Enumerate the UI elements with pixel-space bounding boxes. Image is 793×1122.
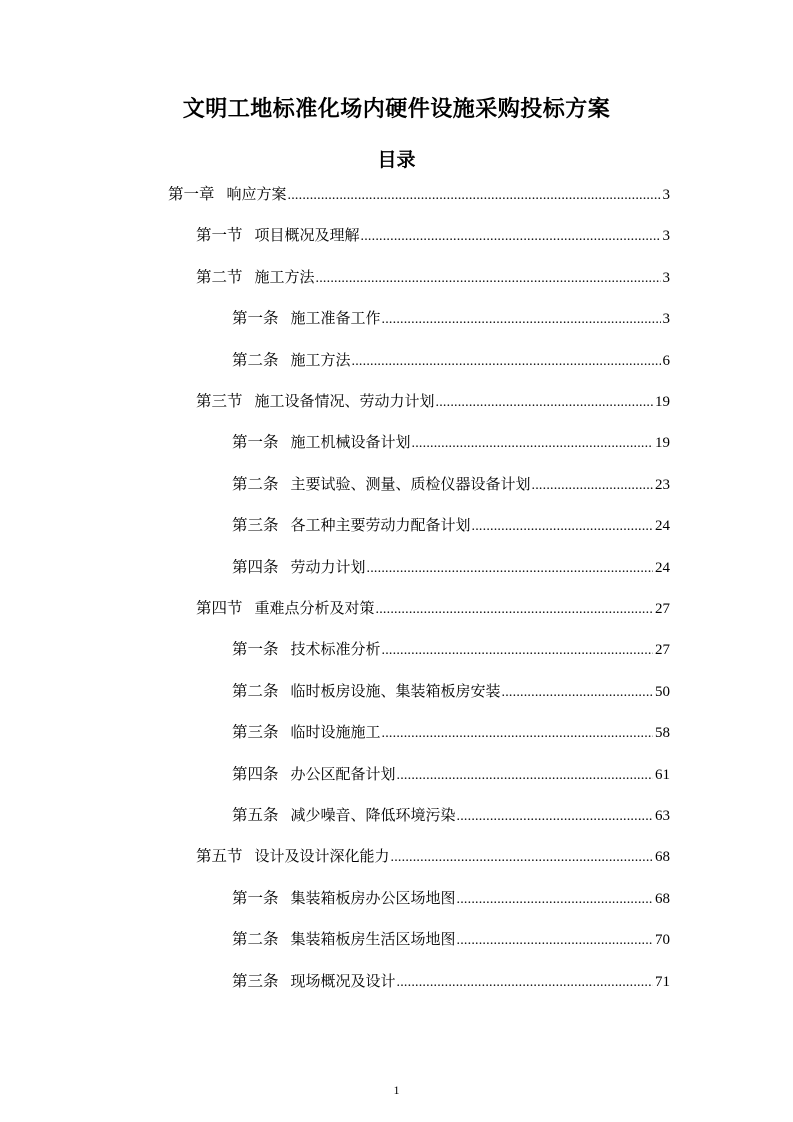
toc-leader-dots: [412, 436, 653, 452]
toc-entry-page: 70: [655, 932, 670, 949]
toc-entry-label: 各工种主要劳动力配备计划: [290, 516, 471, 535]
toc-entry-label: 技术标准分析: [290, 640, 381, 659]
toc-entry-number: 第二条: [232, 350, 279, 369]
document-title: 文明工地标准化场内硬件设施采购投标方案: [182, 97, 611, 122]
toc-entry-number: 第五节: [196, 847, 243, 866]
toc-leader-dots: [288, 188, 661, 204]
toc-entry-page: 23: [655, 476, 670, 493]
toc-entry[interactable]: [232, 969, 670, 993]
toc-leader-dots: [472, 519, 653, 535]
toc-entry-number: 第三节: [196, 392, 243, 410]
toc-entry-number: 第四条: [232, 764, 279, 783]
toc-entry-number: 第一条: [232, 640, 279, 659]
toc-leader-dots: [391, 850, 653, 866]
toc-entry-number: 第二条: [232, 474, 279, 493]
toc-entry[interactable]: [232, 555, 670, 579]
toc-leader-dots: [352, 354, 661, 370]
toc-leader-dots: [382, 726, 653, 742]
toc-leader-dots: [367, 561, 653, 577]
toc-entry-label: 项目概况及理解: [254, 226, 360, 245]
toc-leader-dots: [532, 478, 653, 494]
toc-entry-label: 施工设备情况、劳动力计划: [254, 392, 435, 410]
toc-entry-label: 集装箱板房办公区场地图: [290, 888, 456, 907]
toc-entry-page: 68: [655, 849, 670, 866]
toc-entry[interactable]: [232, 348, 670, 372]
toc-entry[interactable]: [232, 430, 670, 454]
toc-entry[interactable]: [196, 223, 670, 247]
toc-entry-label: 现场概况及设计: [290, 971, 396, 990]
toc-heading: 目录: [377, 149, 416, 171]
toc-entry-number: 第三条: [232, 723, 279, 742]
toc-entry-page: 24: [655, 559, 670, 576]
toc-leader-dots: [397, 768, 653, 784]
toc-entry-page: 24: [655, 518, 670, 535]
toc-entry[interactable]: [232, 720, 670, 744]
toc-entry-number: 第五条: [232, 806, 279, 824]
toc-entry-page: 19: [655, 435, 670, 452]
toc-entry-label: 施工方法: [254, 267, 315, 286]
toc-entry[interactable]: [232, 679, 670, 703]
toc-entry-label: 主要试验、测量、质检仪器设备计划: [290, 474, 531, 493]
toc-entry-page: 3: [662, 311, 670, 328]
toc-entry[interactable]: [168, 182, 670, 206]
toc-entry-page: 50: [655, 683, 670, 700]
toc-entry-label: 施工准备工作: [290, 309, 381, 328]
toc-leader-dots: [457, 933, 653, 949]
toc-entry-number: 第三条: [232, 516, 279, 535]
toc-entry[interactable]: [232, 927, 670, 951]
toc-entry-number: 第一条: [232, 888, 279, 907]
toc-entry-page: 3: [662, 269, 670, 286]
toc-entry[interactable]: [232, 513, 670, 537]
toc-leader-dots: [457, 892, 653, 908]
toc-entry-number: 第二条: [232, 930, 279, 949]
toc-leader-dots: [361, 229, 661, 245]
toc-entry-page: 3: [662, 187, 670, 203]
toc-entry[interactable]: [232, 472, 670, 496]
toc-leader-dots: [502, 685, 653, 701]
toc-entry-label: 重难点分析及对策: [254, 599, 375, 617]
toc-entry[interactable]: [232, 637, 670, 661]
toc-entry-number: 第二条: [232, 681, 279, 700]
toc-entry-page: 6: [662, 352, 670, 369]
page-number-footer: 1: [393, 1083, 400, 1097]
toc-entry[interactable]: [196, 844, 670, 868]
toc-entry[interactable]: [196, 596, 670, 620]
toc-entry-number: 第四条: [232, 557, 279, 576]
toc-entry-page: 19: [655, 394, 670, 410]
toc-entry[interactable]: [232, 306, 670, 330]
toc-entry-label: 减少噪音、降低环境污染: [290, 806, 456, 824]
toc-entry-page: 58: [655, 725, 670, 742]
toc-leader-dots: [376, 602, 653, 618]
toc-leader-dots: [436, 395, 653, 411]
toc-entry-number: 第一条: [232, 433, 279, 452]
toc-entry-page: 3: [662, 228, 670, 245]
toc-entry[interactable]: [232, 803, 670, 827]
toc-entry-label: 设计及设计深化能力: [254, 847, 390, 866]
toc-entry-page: 61: [655, 766, 670, 783]
toc-entry-number: 第一章: [168, 185, 215, 203]
toc-entry[interactable]: [232, 886, 670, 910]
toc-entry[interactable]: [232, 762, 670, 786]
toc-entry-page: 68: [655, 890, 670, 907]
toc-entry-page: 27: [655, 601, 670, 617]
toc-leader-dots: [457, 809, 653, 825]
toc-leader-dots: [382, 643, 653, 659]
toc-entry-page: 27: [655, 642, 670, 659]
toc-entry[interactable]: [196, 389, 670, 413]
toc-entry-label: 办公区配备计划: [290, 764, 396, 783]
toc-entry-label: 临时设施施工: [290, 723, 381, 742]
toc-entry-page: 71: [655, 973, 670, 990]
toc-entry-number: 第一节: [196, 226, 243, 245]
toc-entry-number: 第四节: [196, 599, 243, 617]
toc-entry-label: 响应方案: [226, 185, 287, 203]
toc-entry-number: 第一条: [232, 309, 279, 328]
toc-entry-number: 第二节: [196, 267, 243, 286]
toc-leader-dots: [397, 975, 653, 991]
toc-entry-label: 临时板房设施、集装箱板房安装: [290, 681, 501, 700]
toc-entry-label: 劳动力计划: [290, 557, 366, 576]
toc-entry-label: 施工方法: [290, 350, 351, 369]
toc-leader-dots: [316, 271, 661, 287]
toc-entry-label: 集装箱板房生活区场地图: [290, 930, 456, 949]
toc-leader-dots: [382, 312, 661, 328]
toc-entry-label: 施工机械设备计划: [290, 433, 411, 452]
toc-entry-number: 第三条: [232, 971, 279, 990]
toc-entry-page: 63: [655, 808, 670, 824]
toc-entry[interactable]: [196, 265, 670, 289]
